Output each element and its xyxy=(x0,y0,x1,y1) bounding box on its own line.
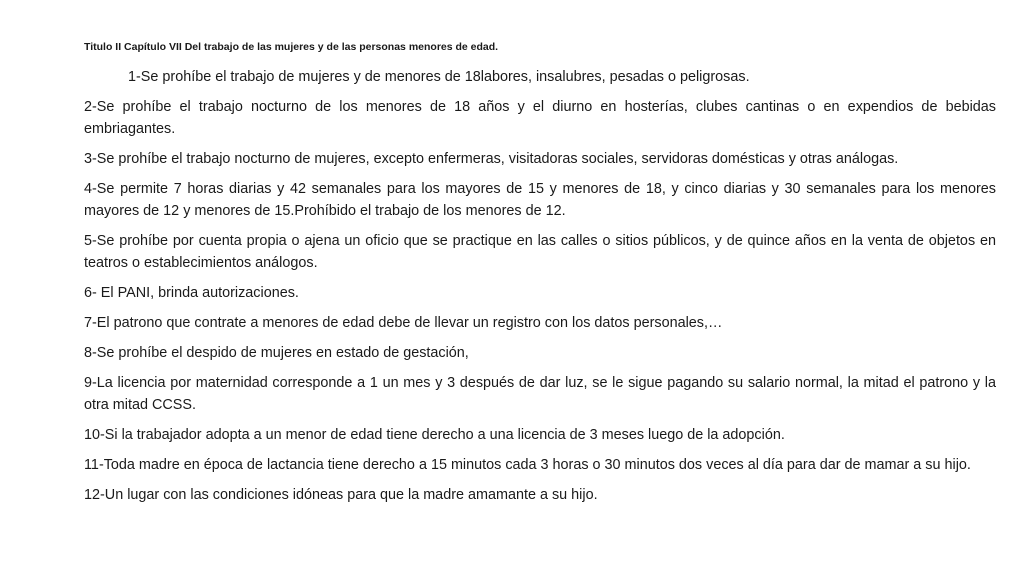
article-item-5: 5-Se prohíbe por cuenta propia o ajena un oficio que se practique en las calles o sitios públicos, y de quince años en la venta de objetos en teatros o establecimientos análogos. xyxy=(84,233,996,271)
article-item-7: 7-El patrono que contrate a menores de edad debe de llevar un registro con los datos personales,… xyxy=(84,315,723,331)
slide-content xyxy=(84,40,996,506)
article-item-8: 8-Se prohíbe el despido de mujeres en estado de gestación, xyxy=(84,345,469,361)
article-list xyxy=(84,66,996,506)
document-title: Titulo II Capítulo VII Del trabajo de las mujeres y de las personas menores de edad. xyxy=(84,41,499,53)
article-item-2: 2-Se prohíbe el trabajo nocturno de los menores de 18 años y el diurno en hosterías, clubes cantinas o en expendios de bebidas embriagantes. xyxy=(84,99,996,137)
article-item-12: 12-Un lugar con las condiciones idóneas para que la madre amamante a su hijo. xyxy=(84,487,598,503)
article-item-1: 1-Se prohíbe el trabajo de mujeres y de menores de 18labores, insalubres, pesadas o peligrosas. xyxy=(128,69,750,85)
article-item-4: 4-Se permite 7 horas diarias y 42 semanales para los mayores de 15 y menores de 18, y cinco diarias y 30 semanales para los menores mayores de 12 y menores de 15.Prohíbido el trabajo de los menores de 12. xyxy=(84,181,996,219)
article-item-10: 10-Si la trabajador adopta a un menor de edad tiene derecho a una licencia de 3 meses luego de la adopción. xyxy=(84,427,785,443)
article-item-3: 3-Se prohíbe el trabajo nocturno de mujeres, excepto enfermeras, visitadoras sociales, servidoras domésticas y otras análogas. xyxy=(84,151,899,167)
article-item-9: 9-La licencia por maternidad corresponde a 1 un mes y 3 después de dar luz, se le sigue pagando su salario normal, la mitad el patrono y la otra mitad CCSS. xyxy=(84,375,996,413)
article-item-6: 6- El PANI, brinda autorizaciones. xyxy=(84,285,299,301)
article-item-11: 11-Toda madre en época de lactancia tiene derecho a 15 minutos cada 3 horas o 30 minutos dos veces al día para dar de mamar a su hijo. xyxy=(84,457,971,473)
